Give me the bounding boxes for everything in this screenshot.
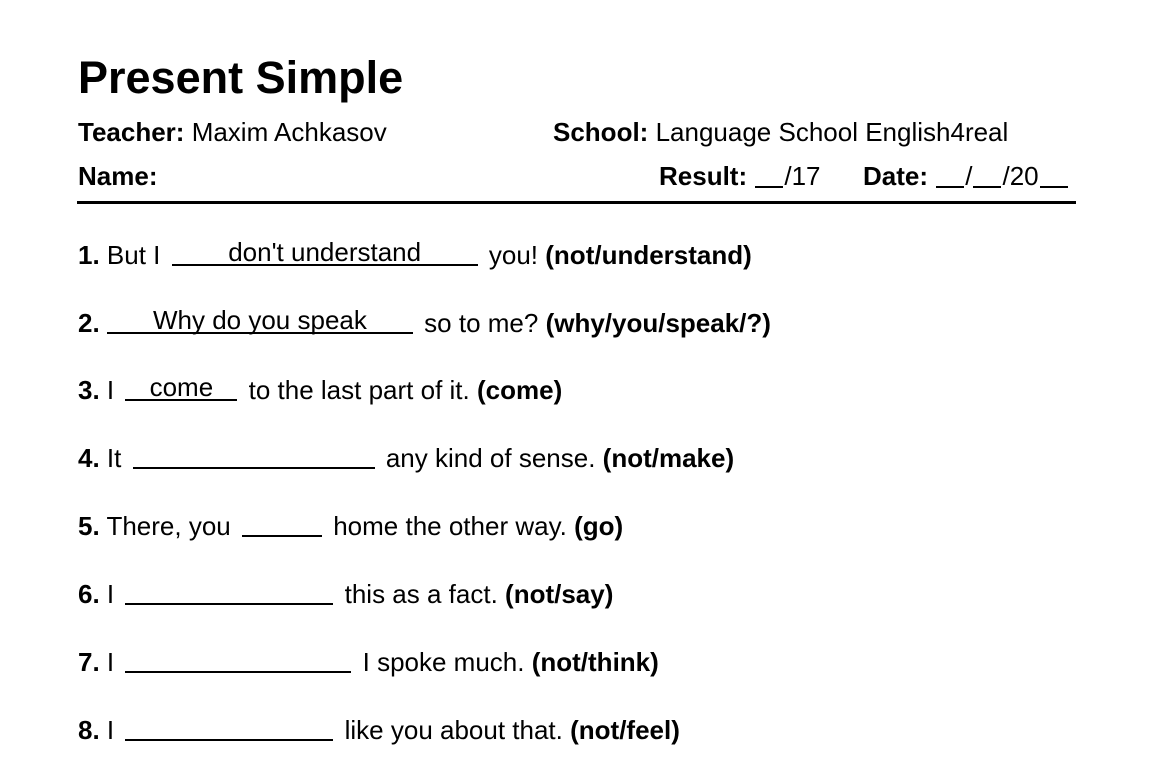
school-line <box>553 116 1008 148</box>
teacher-line <box>78 116 387 148</box>
question-text-before: But I <box>106 240 161 270</box>
question-text-before: I <box>106 579 115 609</box>
question-text-before: It <box>106 443 122 473</box>
name-label: Name: <box>78 161 158 191</box>
teacher-label: Teacher: <box>78 117 185 147</box>
answer-blank[interactable] <box>133 441 375 475</box>
answer-blank[interactable] <box>172 238 478 272</box>
question-number: 5. <box>78 511 100 541</box>
question-number: 8. <box>78 715 100 745</box>
date-label: Date: <box>863 161 929 191</box>
answer-underline <box>125 739 333 741</box>
answer-blank[interactable] <box>107 306 413 340</box>
question-text-after: I spoke much. <box>362 647 525 677</box>
question-number: 7. <box>78 647 100 677</box>
question-text-before: I <box>106 715 115 745</box>
header-divider <box>77 201 1076 204</box>
question-text-before: There, you <box>106 511 231 541</box>
answer-text: don't understand <box>228 237 422 267</box>
school-label: School: <box>553 117 649 147</box>
question-text-after: so to me? <box>424 308 539 338</box>
question-text-after: you! <box>488 240 539 270</box>
answer-blank[interactable] <box>125 645 351 679</box>
verb-hint: (not/make) <box>602 443 735 473</box>
question-text-after: any kind of sense. <box>385 443 596 473</box>
name-line <box>78 160 157 192</box>
question-8 <box>78 713 680 747</box>
question-number: 2. <box>78 308 100 338</box>
date-sep-2: /20 <box>1002 161 1039 191</box>
answer-blank[interactable] <box>125 373 237 407</box>
answer-blank[interactable] <box>125 713 333 747</box>
question-4 <box>78 441 734 475</box>
answer-text: come <box>149 372 214 402</box>
date-day-blank <box>936 186 964 188</box>
question-6 <box>78 577 613 611</box>
result-blank <box>755 186 783 188</box>
question-number: 6. <box>78 579 100 609</box>
verb-hint: (not/feel) <box>570 715 680 745</box>
school-value: Language School English4real <box>655 117 1009 147</box>
answer-blank[interactable] <box>125 577 333 611</box>
question-number: 3. <box>78 375 100 405</box>
answer-text: Why do you speak <box>152 305 367 335</box>
verb-hint: (go) <box>574 511 624 541</box>
answer-underline <box>133 467 375 469</box>
date-year-blank <box>1040 186 1068 188</box>
verb-hint: (not/think) <box>531 647 659 677</box>
question-text-after: to the last part of it. <box>248 375 470 405</box>
date-sep-1: / <box>965 161 973 191</box>
verb-hint: (why/you/speak/?) <box>545 308 771 338</box>
result-label: Result: <box>659 161 748 191</box>
question-text-after: home the other way. <box>333 511 567 541</box>
question-7 <box>78 645 659 679</box>
result-line <box>659 160 821 192</box>
question-number: 1. <box>78 240 100 270</box>
date-line <box>863 160 1069 192</box>
teacher-value: Maxim Achkasov <box>191 117 387 147</box>
question-5 <box>78 509 623 543</box>
question-text-after: like you about that. <box>344 715 563 745</box>
question-3 <box>78 373 562 407</box>
question-2 <box>78 306 771 340</box>
result-value: /17 <box>784 161 821 191</box>
verb-hint: (not/understand) <box>545 240 752 270</box>
answer-blank[interactable] <box>242 509 322 543</box>
answer-underline <box>242 535 322 537</box>
verb-hint: (not/say) <box>505 579 614 609</box>
answer-underline <box>125 671 351 673</box>
question-text-before: I <box>106 375 115 405</box>
answer-underline <box>125 603 333 605</box>
question-text-before: I <box>106 647 115 677</box>
page-title: Present Simple <box>78 52 404 103</box>
question-1 <box>78 238 752 272</box>
verb-hint: (come) <box>476 375 563 405</box>
question-number: 4. <box>78 443 100 473</box>
question-text-after: this as a fact. <box>344 579 498 609</box>
date-month-blank <box>973 186 1001 188</box>
